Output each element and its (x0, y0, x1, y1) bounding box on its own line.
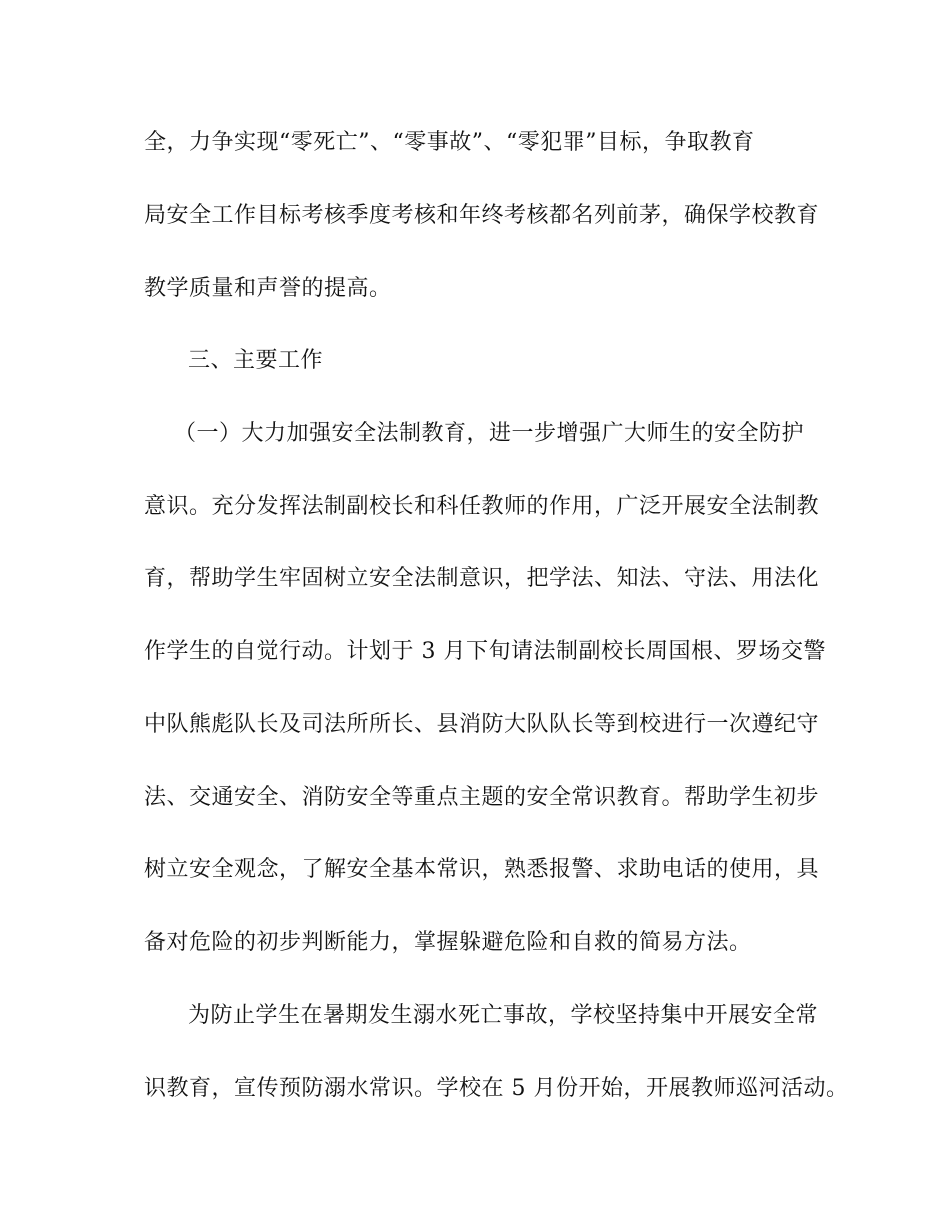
paragraph-line-10: 法、交通安全、消防安全等重点主题的安全常识教育。帮助学生初步 (144, 785, 820, 810)
paragraph-line-9: 中队熊彪队长及司法所所长、县消防大队队长等到校进行一次遵纪守 (144, 712, 820, 737)
paragraph-line-13: 为防止学生在暑期发生溺水死亡事故，学校坚持集中开展安全常 (188, 1003, 819, 1028)
paragraph-line-3: 教学质量和声誉的提高。 (144, 276, 392, 301)
paragraph-line-1: 全，力争实现“零死亡”、“零事故”、“零犯罪”目标，争取教育 (144, 130, 755, 155)
paragraph-line-2: 局安全工作目标考核季度考核和年终考核都名列前茅，确保学校教育 (144, 203, 820, 228)
section-heading: 三、主要工作 (188, 348, 324, 373)
paragraph-line-14: 识教育，宣传预防溺水常识。学校在 5 月份开始，开展教师巡河活动。 (144, 1076, 849, 1101)
paragraph-line-5: （一）大力加强安全法制教育，进一步增强广大师生的安全防护 (174, 421, 805, 446)
paragraph-line-11: 树立安全观念，了解安全基本常识，熟悉报警、求助电话的使用，具 (144, 857, 820, 882)
paragraph-line-12: 备对危险的初步判断能力，掌握躲避危险和自救的简易方法。 (144, 930, 752, 955)
paragraph-line-8: 作学生的自觉行动。计划于 3 月下旬请法制副校长周国根、罗场交警 (144, 639, 826, 664)
paragraph-line-7: 育，帮助学生牢固树立安全法制意识，把学法、知法、守法、用法化 (144, 566, 820, 591)
paragraph-line-6: 意识。充分发挥法制副校长和科任教师的作用，广泛开展安全法制教 (144, 494, 820, 519)
